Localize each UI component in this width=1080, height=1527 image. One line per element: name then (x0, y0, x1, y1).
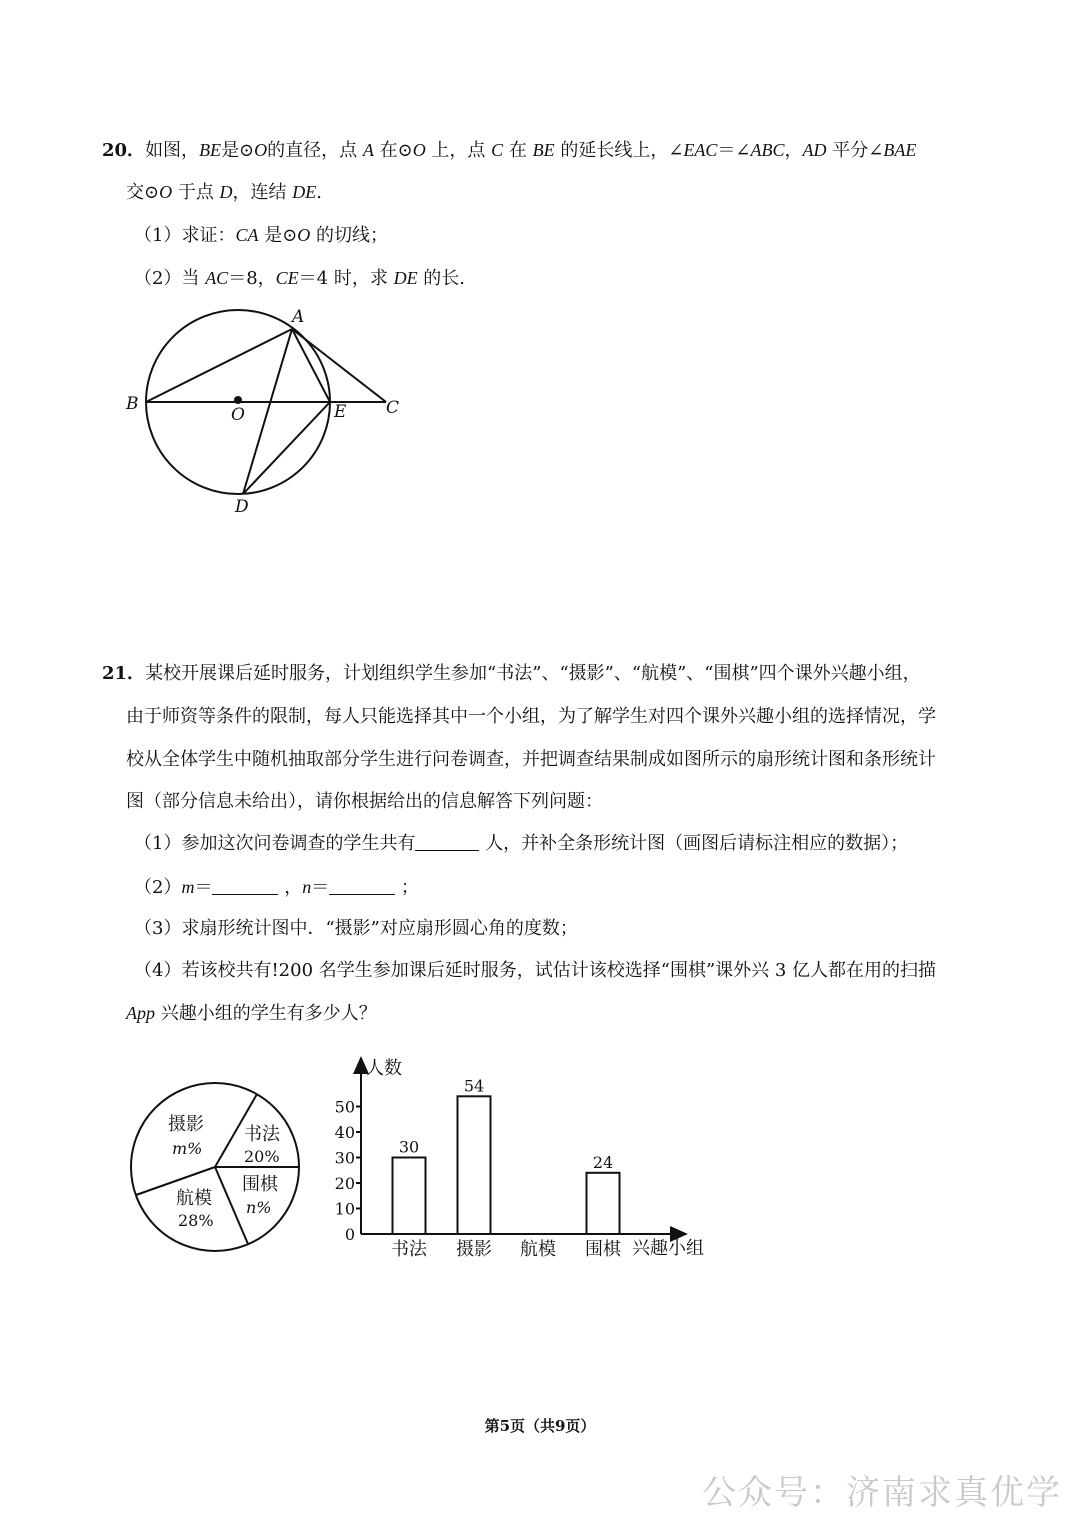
pie-label-hangmo-value: 28% (178, 1211, 214, 1230)
label-a: A (292, 307, 305, 327)
x-category-label: 围棋 (585, 1239, 621, 1260)
label-d: D (235, 497, 249, 517)
q21-stem-line3: 校从全体学生中随机抽取部分学生进行问卷调查，并把调查结果制成如图所示的扇形统计图和条形统计 (126, 749, 936, 770)
y-tick-label: 0 (344, 1225, 355, 1244)
line-a-c (292, 329, 386, 402)
bar-value-label: 54 (463, 1076, 485, 1096)
pie-label-sheying-value: m% (172, 1139, 203, 1158)
q21-stem-line4: 图（部分信息未给出），请你根据给出的信息解答下列问题： (126, 791, 603, 812)
y-tick-label: 10 (334, 1199, 355, 1219)
q21-sub2: （2）m＝ ，n＝ ； (134, 877, 419, 898)
line-b-a (146, 329, 292, 402)
answer-blank-n[interactable] (329, 876, 395, 895)
x-category-label: 摄影 (456, 1239, 492, 1260)
watermark: 公众号：济南求真优学 (702, 1473, 1062, 1513)
q21-stem-line2: 由于师资等条件的限制，每人只能选择其中一个小组，为了解学生对四个课外兴趣小组的选择情况，学 (126, 706, 936, 727)
q21-stem-line1: 21．某校开展课后延时服务，计划组织学生参加“书法”、“摄影”、“航模”、“围棋”四个课外兴趣小组， (102, 663, 921, 684)
line-a-e (292, 329, 330, 402)
pie-label-shufa-name: 书法 (244, 1124, 280, 1145)
answer-blank-m[interactable] (212, 876, 278, 895)
q20-geometry-figure (110, 300, 430, 530)
answer-blank-total[interactable] (415, 832, 479, 851)
y-tick-label: 20 (334, 1174, 355, 1193)
bar-chart (330, 1050, 720, 1265)
label-o: O (231, 405, 245, 425)
label-b: B (126, 394, 139, 414)
q20-stem-line2: 交⊙O 于点 D，连结 DE. (126, 182, 323, 203)
label-c: C (386, 398, 400, 418)
q20-stem-line1: 20．如图，BE是⊙O的直径，点 A 在⊙O 上，点 C 在 BE 的延长线上，∠EAC＝∠ABC，AD 平分∠BAE (102, 140, 917, 161)
bar-value-label: 24 (592, 1152, 614, 1172)
q20-sub1: （1）求证：CA 是⊙O 的切线； (134, 225, 389, 246)
center-point-o (234, 396, 242, 404)
q20-number: 20． (102, 140, 146, 161)
q21-sub4-line1: （4）若该校共有!200 名学生参加课后延时服务，试估计该校选择“围棋”课外兴 3 亿人都在用的扫描 (134, 960, 937, 981)
x-axis-label: 兴趣小组 (632, 1238, 704, 1259)
bar-2 (458, 1096, 491, 1234)
pie-label-weiqi-value: n% (246, 1198, 272, 1217)
label-e: E (334, 402, 347, 422)
bar-value-label: 30 (398, 1137, 420, 1157)
y-tick-label: 40 (334, 1123, 355, 1142)
q20-sub2: （2）当 AC＝8，CE＝4 时，求 DE 的长. (134, 268, 466, 289)
pie-label-hangmo-name: 航模 (176, 1188, 212, 1209)
x-category-label: 书法 (391, 1239, 427, 1260)
q21-number: 21． (102, 663, 146, 684)
q21-sub1: （1）参加这次问卷调查的学生共有 人，并补全条形统计图（画图后请标注相应的数据）； (134, 833, 909, 854)
pie-label-shufa-value: 20% (244, 1147, 280, 1166)
pie-chart (125, 1078, 310, 1258)
q21-sub4-line2: App 兴趣小组的学生有多少人？ (126, 1003, 377, 1024)
q21-sub3: （3）求扇形统计图中．“摄影”对应扇形圆心角的度数； (134, 918, 578, 939)
y-axis-label: 人数 (366, 1058, 402, 1079)
pie-label-weiqi-name: 围棋 (242, 1174, 278, 1195)
page-footer: 第5页（共9页） (484, 1417, 596, 1435)
bar-4 (587, 1173, 620, 1234)
x-category-label: 航模 (520, 1239, 556, 1260)
y-tick-label: 50 (334, 1097, 355, 1117)
bar-1 (393, 1158, 426, 1235)
pie-label-sheying-name: 摄影 (168, 1114, 204, 1135)
y-tick-label: 30 (334, 1148, 355, 1168)
